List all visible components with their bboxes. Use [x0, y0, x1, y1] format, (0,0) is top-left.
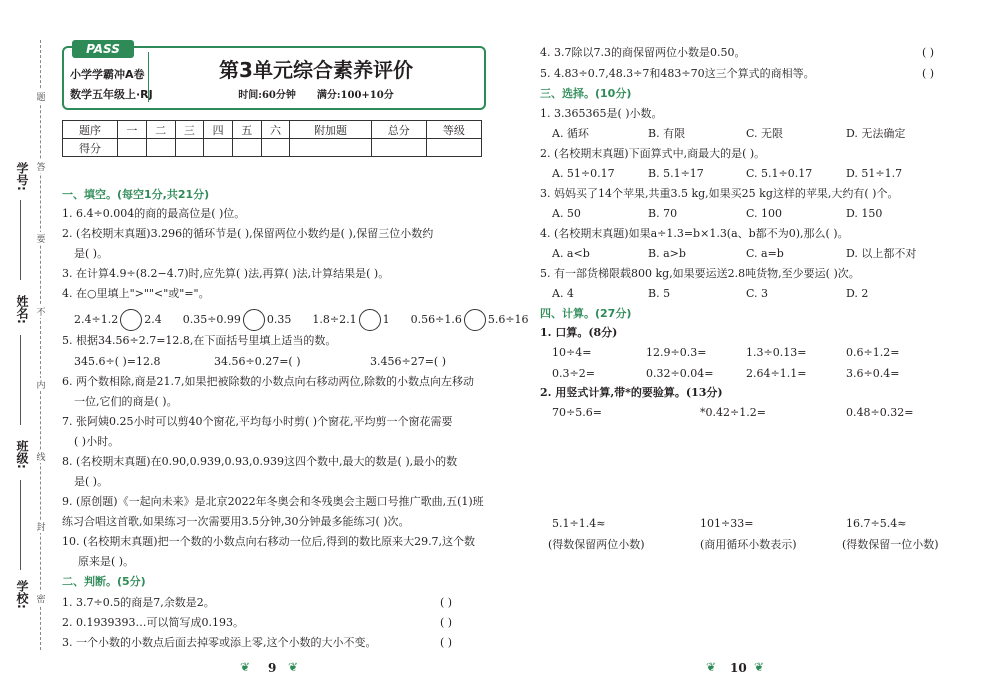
cmp-right: 5.6÷16: [487, 313, 529, 326]
option[interactable]: A. 51÷0.17: [552, 167, 615, 180]
vertical-item: 70÷5.6=: [552, 406, 602, 419]
question-text: 练习合唱这首歌,如果练习一次需要用3.5分钟,30分钟最多能练习( )次。: [62, 515, 410, 528]
q5-item: 34.56÷0.27=( ): [214, 355, 301, 368]
student-no-line: [20, 200, 21, 280]
option[interactable]: C. 无限: [746, 127, 784, 140]
series-name: 小学学霸冲A卷: [70, 68, 145, 81]
oral-item: 3.6÷0.4=: [846, 367, 900, 380]
question-text: 5. 有一部货梯限载800 kg,如果要运送2.8吨货物,至少要运( )次。: [540, 267, 860, 280]
comparison-row: [74, 309, 529, 331]
question-text: 2. (名校期末真题)3.296的循环节是( ),保留两位小数约是( ),保留三位小数约: [62, 227, 434, 240]
question-text: 9. (原创题)《一起向未来》是北京2022年冬奥会和冬残奥会主题口号推广歌曲,五(1)班: [62, 495, 484, 508]
question-text: 10. (名校期末真题)把一个数的小数点向右移动一位后,得到的数比原来大29.7,这个数: [62, 535, 476, 548]
oral-item: 12.9÷0.3=: [646, 346, 707, 359]
section-title-choice: 三、选择。(10分): [540, 87, 632, 100]
answer-paren[interactable]: ( ): [440, 636, 453, 649]
oral-item: 0.6÷1.2=: [846, 346, 900, 359]
q5-item: 345.6÷( )=12.8: [74, 355, 161, 368]
vertical-item: *0.42÷1.2=: [700, 406, 766, 419]
option[interactable]: B. 5: [648, 287, 671, 300]
sprout-icon: ❦: [706, 660, 717, 674]
page-title: 第3单元综合素养评价: [219, 58, 413, 82]
compare-circle[interactable]: [359, 309, 381, 331]
table-cell: 总分: [371, 121, 426, 139]
table-cell: 一: [118, 121, 147, 139]
option[interactable]: D. 无法确定: [846, 127, 906, 140]
score-cell[interactable]: [261, 139, 290, 157]
option[interactable]: D. 150: [846, 207, 883, 220]
seal-char: 题: [36, 90, 46, 103]
oral-item: 0.32÷0.04=: [646, 367, 714, 380]
school-label: 学校:: [15, 580, 29, 609]
oral-item: 2.64÷1.1=: [746, 367, 807, 380]
question-text: 4. 3.7除以7.3的商保留两位小数是0.50。: [540, 46, 746, 59]
cmp-right: 2.4: [144, 313, 162, 326]
page-number-right: 10: [730, 661, 747, 675]
score-table-header-row: [63, 121, 482, 139]
grade-label: 数学五年级上·RJ: [70, 88, 153, 101]
option[interactable]: B. a>b: [648, 247, 686, 260]
option[interactable]: A. 50: [552, 207, 581, 220]
compare-circle[interactable]: [243, 309, 265, 331]
calc-note: (得数保留一位小数): [842, 538, 939, 551]
question-text: 7. 张阿姨0.25小时可以剪40个窗花,平均每小时剪( )个窗花,平均剪一个窗花需要: [62, 415, 453, 428]
score-cell[interactable]: [232, 139, 261, 157]
cmp-left: 0.35÷0.99: [182, 313, 241, 326]
header-divider: [148, 52, 149, 102]
binding-gutter: [0, 0, 54, 693]
section-title-fill-blank: 一、填空。(每空1分,共21分): [62, 188, 210, 201]
question-text: 2. 0.1939393…可以简写成0.193。: [62, 616, 244, 629]
score-cell[interactable]: [118, 139, 147, 157]
seal-char: 封: [36, 520, 46, 533]
cmp-right: 0.35: [266, 313, 292, 326]
exam-info: [156, 86, 476, 101]
option[interactable]: D. 2: [846, 287, 869, 300]
question-text: 3. 妈妈买了14个苹果,共重3.5 kg,如果买25 kg这样的苹果,大约有( )个。: [540, 187, 899, 200]
question-text: 2. 用竖式计算,带*的要验算。(13分): [540, 386, 723, 399]
answer-paren[interactable]: ( ): [922, 67, 935, 80]
cmp-left: 1.8÷2.1: [312, 313, 357, 326]
table-cell: 六: [261, 121, 290, 139]
cmp-right: 1: [382, 313, 390, 326]
cmp-left: 2.4÷1.2: [74, 313, 119, 326]
table-cell: 等级: [426, 121, 481, 139]
name-label: 姓名:: [15, 295, 29, 324]
time-limit: 时间:60分钟: [238, 90, 296, 101]
exam-header: [62, 42, 486, 110]
question-text: 是( )。: [74, 475, 109, 488]
table-cell: 四: [204, 121, 233, 139]
question-text: 2. (名校期末真题)下面算式中,商最大的是( )。: [540, 147, 766, 160]
vertical-item: 0.48÷0.32=: [846, 406, 914, 419]
option[interactable]: C. 3: [746, 287, 769, 300]
question-text: 3. 在计算4.9÷(8.2−4.7)时,应先算( )法,再算( )法,计算结果是( )。: [62, 267, 390, 280]
table-cell: 附加题: [290, 121, 371, 139]
table-cell: 题序: [63, 121, 118, 139]
table-cell: 五: [232, 121, 261, 139]
question-text: 5. 根据34.56÷2.7=12.8,在下面括号里填上适当的数。: [62, 334, 337, 347]
score-cell[interactable]: [175, 139, 204, 157]
question-text: ( )小时。: [74, 435, 120, 448]
class-line: [20, 480, 21, 570]
question-text: 4. (名校期末真题)如果a÷1.3=b×1.3(a、b都不为0),那么( )。: [540, 227, 849, 240]
vertical-item: 101÷33=: [700, 517, 754, 530]
seal-char: 不: [36, 305, 46, 318]
class-label: 班级:: [15, 440, 29, 469]
student-no-label: 学号:: [15, 162, 29, 191]
question-text: 1. 3.365365是( )小数。: [540, 107, 663, 120]
seal-char: 要: [36, 232, 46, 245]
compare-circle[interactable]: [464, 309, 486, 331]
score-table-score-row: [63, 139, 482, 157]
compare-circle[interactable]: [120, 309, 142, 331]
question-text: 6. 两个数相除,商是21.7,如果把被除数的小数点向右移动两位,除数的小数点向左移动: [62, 375, 474, 388]
question-text: 1. 口算。(8分): [540, 326, 618, 339]
score-cell[interactable]: [426, 139, 481, 157]
option[interactable]: B. 有限: [648, 127, 686, 140]
table-cell: 二: [146, 121, 175, 139]
oral-item: 1.3÷0.13=: [746, 346, 807, 359]
answer-paren[interactable]: ( ): [440, 596, 453, 609]
option[interactable]: B. 70: [648, 207, 678, 220]
sprout-icon: ❦: [754, 660, 765, 674]
option[interactable]: D. 51÷1.7: [846, 167, 903, 180]
cut-line: [40, 40, 41, 650]
score-cell[interactable]: [146, 139, 175, 157]
page-number-left: 9: [268, 661, 277, 675]
option[interactable]: D. 以上都不对: [846, 247, 917, 260]
oral-item: 0.3÷2=: [552, 367, 595, 380]
seal-char: 答: [36, 160, 46, 173]
name-line: [20, 335, 21, 425]
calc-note: (得数保留两位小数): [548, 538, 645, 551]
question-text: 5. 4.83÷0.7,48.3÷7和483÷70这三个算式的商相等。: [540, 67, 815, 80]
score-cell[interactable]: [371, 139, 426, 157]
seal-char: 密: [36, 592, 46, 605]
question-text: 1. 6.4÷0.004的商的最高位是( )位。: [62, 207, 246, 220]
table-cell: 三: [175, 121, 204, 139]
question-text: 1. 3.7÷0.5的商是7,余数是2。: [62, 596, 215, 609]
question-text: 是( )。: [74, 247, 109, 260]
full-score: 满分:100+10分: [316, 90, 394, 101]
score-cell[interactable]: [290, 139, 371, 157]
sprout-icon: ❦: [240, 660, 251, 674]
q5-item: 3.456÷27=( ): [370, 355, 447, 368]
table-cell: 得分: [63, 139, 118, 157]
calc-note: (商用循环小数表示): [700, 538, 797, 551]
section-title-calc: 四、计算。(27分): [540, 307, 632, 320]
sprout-icon: ❦: [288, 660, 299, 674]
section-title-judge: 二、判断。(5分): [62, 575, 146, 588]
question-text: 8. (名校期末真题)在0.90,0.939,0.93,0.939这四个数中,最大的数是( ),最小的数: [62, 455, 458, 468]
question-text: 一位,它们的商是( )。: [74, 395, 178, 408]
oral-item: 10÷4=: [552, 346, 592, 359]
option[interactable]: C. 5.1÷0.17: [746, 167, 813, 180]
option[interactable]: B. 5.1÷17: [648, 167, 704, 180]
option[interactable]: A. 4: [552, 287, 574, 300]
seal-char: 线: [36, 450, 46, 463]
option[interactable]: A. a<b: [552, 247, 590, 260]
vertical-item: 16.7÷5.4≈: [846, 517, 907, 530]
question-text: 3. 一个小数的小数点后面去掉零或添上零,这个小数的大小不变。: [62, 636, 377, 649]
answer-paren[interactable]: ( ): [440, 616, 453, 629]
seal-char: 内: [36, 378, 46, 391]
option[interactable]: A. 循环: [552, 127, 589, 140]
question-text: 原来是( )。: [78, 555, 135, 568]
answer-paren[interactable]: ( ): [922, 46, 935, 59]
option[interactable]: C. a=b: [746, 247, 784, 260]
score-table: [62, 120, 482, 157]
cmp-left: 0.56÷1.6: [410, 313, 462, 326]
question-text: 4. 在○里填上">""<"或"="。: [62, 287, 210, 300]
score-cell[interactable]: [204, 139, 233, 157]
option[interactable]: C. 100: [746, 207, 783, 220]
pass-logo: PASS: [72, 40, 134, 58]
vertical-item: 5.1÷1.4≈: [552, 517, 606, 530]
